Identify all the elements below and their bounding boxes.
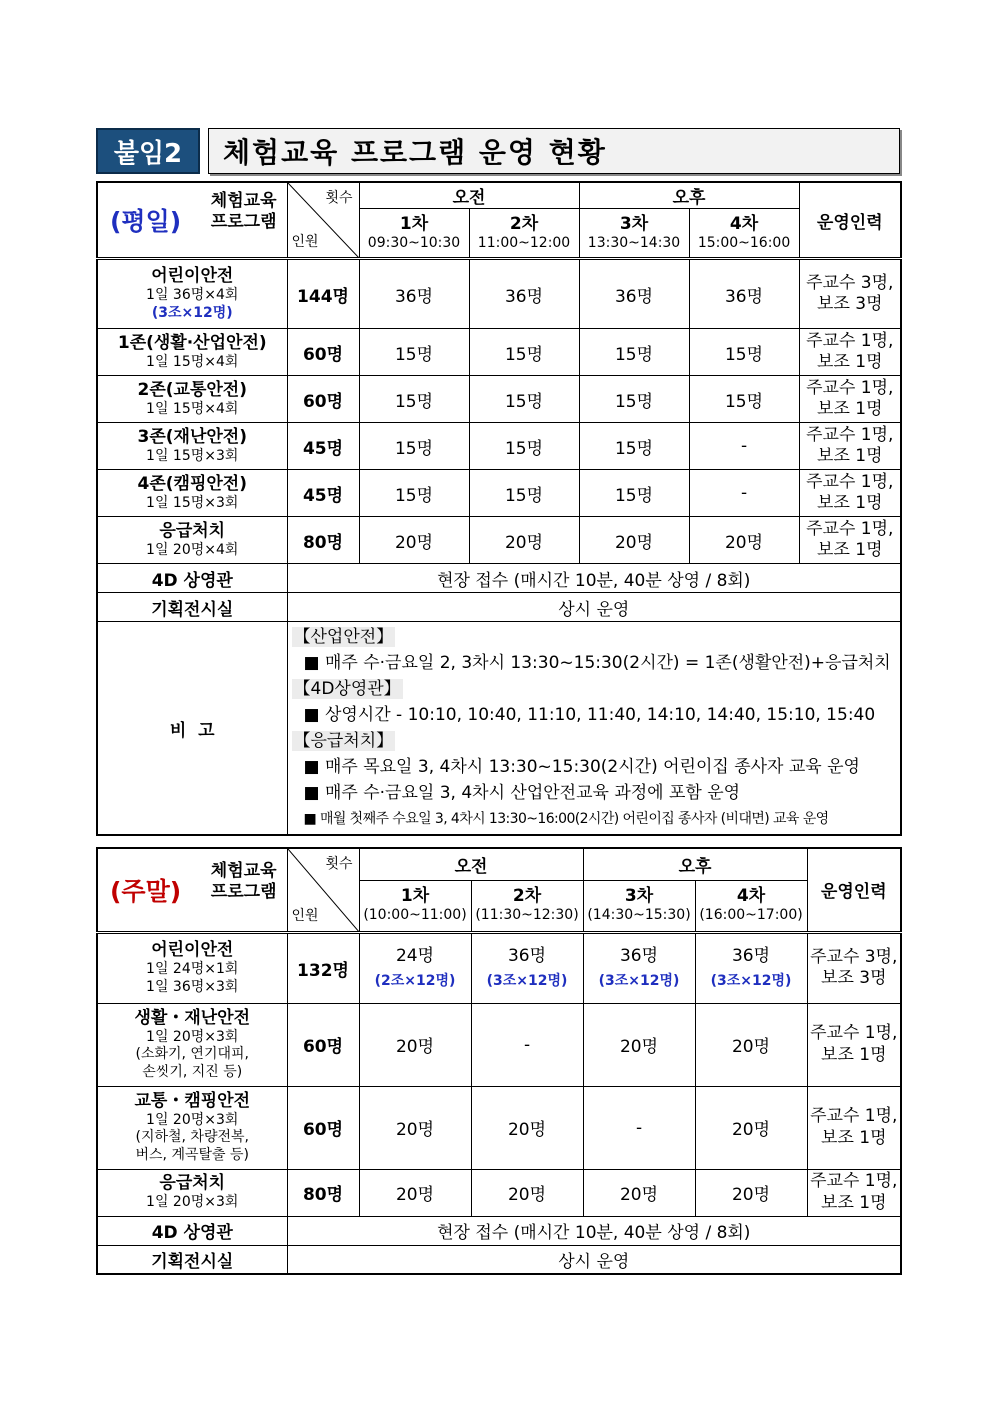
session-cell: 20명 [359, 1086, 471, 1169]
total-cell: 80명 [287, 517, 359, 564]
notes-cell [287, 622, 901, 836]
exhibit-label: 기획전시실 [97, 593, 287, 622]
weekend-table [96, 847, 902, 1275]
session-cell: 20명 [359, 517, 469, 564]
staff-cell: 주교수 3명, 보조 3명 [799, 259, 901, 329]
program-cell: 어린이안전 1일 24명×1회 1일 36명×3회 [97, 932, 287, 1003]
note-heading-firstaid: 【응급처치】 [293, 731, 394, 751]
document-header [96, 128, 900, 174]
table-row [97, 1169, 901, 1216]
program-cell: 1존(생활·산업안전) 1일 15명×4회 [97, 329, 287, 376]
theater-label: 4D 상영관 [97, 1216, 287, 1245]
staff-cell: 주교수 1명, 보조 1명 [807, 1169, 901, 1216]
weekend-label: (주말) [110, 876, 182, 906]
session-cell: 20명 [695, 1169, 807, 1216]
am-header: 오전 [359, 182, 579, 209]
session-cell: 20명 [583, 1003, 695, 1086]
session-cell: 36명 [579, 259, 689, 329]
staff-cell: 주교수 1명, 보조 1명 [799, 376, 901, 423]
people-label: 인원 [291, 234, 319, 250]
staff-cell: 주교수 1명, 보조 1명 [807, 1003, 901, 1086]
staff-cell: 주교수 1명, 보조 1명 [799, 329, 901, 376]
count-label: 횟수 [325, 856, 353, 872]
staff-cell: 주교수 3명, 보조 3명 [807, 932, 901, 1003]
table-row [97, 932, 901, 1003]
session-4-header: 4차 15:00~16:00 [689, 209, 799, 259]
session-cell: 15명 [469, 329, 579, 376]
staff-header: 운영인력 [799, 182, 901, 259]
program-cell: 교통・캠핑안전 1일 20명×3회 (지하철, 차량전복, 버스, 계곡탈출 등) [97, 1086, 287, 1169]
session-cell: 20명 [471, 1086, 583, 1169]
program-cell: 응급처치 1일 20명×4회 [97, 517, 287, 564]
session-cell: 36명 [359, 259, 469, 329]
session-cell: 15명 [359, 376, 469, 423]
total-cell: 60명 [287, 376, 359, 423]
theater-text: 현장 접수 (매시간 10분, 40분 상영 / 8회) [287, 1216, 901, 1245]
program-cell: 2존(교통안전) 1일 15명×4회 [97, 376, 287, 423]
session-cell: 15명 [579, 329, 689, 376]
note-item: ■ 매주 목요일 3, 4차시 13:30~15:30(2시간) 어린이집 종사자 교육 운영 [303, 757, 860, 777]
note-item: ■ 상영시간 - 10:10, 10:40, 11:10, 11:40, 14:10, 14:40, 15:10, 15:40 [303, 705, 876, 725]
note-heading-industrial: 【산업안전】 [293, 627, 394, 647]
session-cell: - [471, 1003, 583, 1086]
note-heading-theater: 【4D상영관】 [293, 679, 401, 699]
table-row [97, 1086, 901, 1169]
session-cell: 36명 (3조×12명) [583, 932, 695, 1003]
session-cell: 20명 [471, 1169, 583, 1216]
session-cell: 20명 [469, 517, 579, 564]
session-cell: 20명 [359, 1003, 471, 1086]
theater-text: 현장 접수 (매시간 10분, 40분 상영 / 8회) [287, 564, 901, 593]
total-cell: 60명 [287, 1086, 359, 1169]
session-2-header: 2차 (11:30~12:30) [471, 880, 583, 932]
session-cell: - [689, 423, 799, 470]
table-row [97, 593, 901, 622]
total-cell: 60명 [287, 329, 359, 376]
session-cell: 15명 [469, 423, 579, 470]
program-cell: 4존(캠핑안전) 1일 15명×3회 [97, 470, 287, 517]
count-label: 횟수 [325, 190, 353, 206]
table-row [97, 1245, 901, 1274]
notes-row [97, 622, 901, 836]
people-label: 인원 [291, 907, 319, 924]
total-cell: 45명 [287, 470, 359, 517]
program-header-l1: 체험교육 [210, 191, 277, 211]
session-cell: - [583, 1086, 695, 1169]
attachment-tag: 붙임2 [96, 128, 200, 174]
total-cell: 60명 [287, 1003, 359, 1086]
table-row [97, 1216, 901, 1245]
page-title: 체험교육 프로그램 운영 현황 [208, 128, 900, 174]
total-cell: 144명 [287, 259, 359, 329]
program-cell: 3존(재난안전) 1일 15명×3회 [97, 423, 287, 470]
session-cell: 15명 [579, 470, 689, 517]
session-cell: 15명 [469, 470, 579, 517]
session-cell: 20명 [583, 1169, 695, 1216]
am-header: 오전 [359, 848, 583, 880]
session-cell: 15명 [359, 423, 469, 470]
session-cell: 20명 [695, 1003, 807, 1086]
exhibit-text: 상시 운영 [287, 593, 901, 622]
session-cell: 15명 [689, 376, 799, 423]
session-cell: 15명 [359, 470, 469, 517]
session-cell: 20명 [689, 517, 799, 564]
session-cell: 36명 [469, 259, 579, 329]
exhibit-text: 상시 운영 [287, 1245, 901, 1274]
session-cell: - [689, 470, 799, 517]
theater-label: 4D 상영관 [97, 564, 287, 593]
program-cell: 응급처치 1일 20명×3회 [97, 1169, 287, 1216]
exhibit-label: 기획전시실 [97, 1245, 287, 1274]
weekday-label: (평일) [110, 207, 182, 236]
table-row [97, 259, 901, 329]
note-item: ■ 매주 수·금요일 2, 3차시 13:30~15:30(2시간) = 1존(생활안전)+응급처치 [303, 653, 891, 673]
note-item: ■ 매주 수·금요일 3, 4차시 산업안전교육 과정에 포함 운영 [303, 783, 741, 803]
staff-cell: 주교수 1명, 보조 1명 [807, 1086, 901, 1169]
session-3-header: 3차 (14:30~15:30) [583, 880, 695, 932]
session-cell: 15명 [579, 376, 689, 423]
table-row [97, 423, 901, 470]
session-cell: 20명 [579, 517, 689, 564]
total-cell: 45명 [287, 423, 359, 470]
session-cell: 24명 (2조×12명) [359, 932, 471, 1003]
staff-cell: 주교수 1명, 보조 1명 [799, 470, 901, 517]
program-cell: 어린이안전 1일 36명×4회 (3조×12명) [97, 259, 287, 329]
table-row [97, 470, 901, 517]
count-people-header [287, 848, 359, 932]
session-cell: 36명 (3조×12명) [471, 932, 583, 1003]
session-4-header: 4차 (16:00~17:00) [695, 880, 807, 932]
table-row [97, 376, 901, 423]
staff-cell: 주교수 1명, 보조 1명 [799, 423, 901, 470]
table-row [97, 564, 901, 593]
session-cell: 15명 [689, 329, 799, 376]
session-3-header: 3차 13:30~14:30 [579, 209, 689, 259]
program-cell: 생활・재난안전 1일 20명×3회 (소화기, 연기대피, 손씻기, 지진 등) [97, 1003, 287, 1086]
staff-header: 운영인력 [807, 848, 901, 932]
session-cell: 15명 [359, 329, 469, 376]
table-row [97, 517, 901, 564]
note-item: ■ 매월 첫째주 수요일 3, 4차시 13:30~16:00(2시간) 어린이집 종사자 (비대면) 교육 운영 [303, 811, 829, 827]
session-1-header: 1차 09:30~10:30 [359, 209, 469, 259]
session-cell: 36명 [689, 259, 799, 329]
total-cell: 80명 [287, 1169, 359, 1216]
notes-label: 비 고 [97, 622, 287, 836]
weekday-period-header [97, 182, 287, 259]
count-people-header [287, 182, 359, 259]
session-cell: 36명 (3조×12명) [695, 932, 807, 1003]
program-header-l2: 프로그램 [210, 882, 277, 903]
session-cell: 20명 [695, 1086, 807, 1169]
weekday-table [96, 181, 902, 836]
session-cell: 20명 [359, 1169, 471, 1216]
program-header-l2: 프로그램 [210, 212, 277, 233]
table-row [97, 329, 901, 376]
program-header-l1: 체험교육 [210, 861, 277, 881]
pm-header: 오후 [579, 182, 799, 209]
weekend-period-header [97, 848, 287, 932]
total-cell: 132명 [287, 932, 359, 1003]
table-row [97, 1003, 901, 1086]
session-cell: 15명 [469, 376, 579, 423]
session-2-header: 2차 11:00~12:00 [469, 209, 579, 259]
staff-cell: 주교수 1명, 보조 1명 [799, 517, 901, 564]
pm-header: 오후 [583, 848, 807, 880]
session-cell: 15명 [579, 423, 689, 470]
session-1-header: 1차 (10:00~11:00) [359, 880, 471, 932]
